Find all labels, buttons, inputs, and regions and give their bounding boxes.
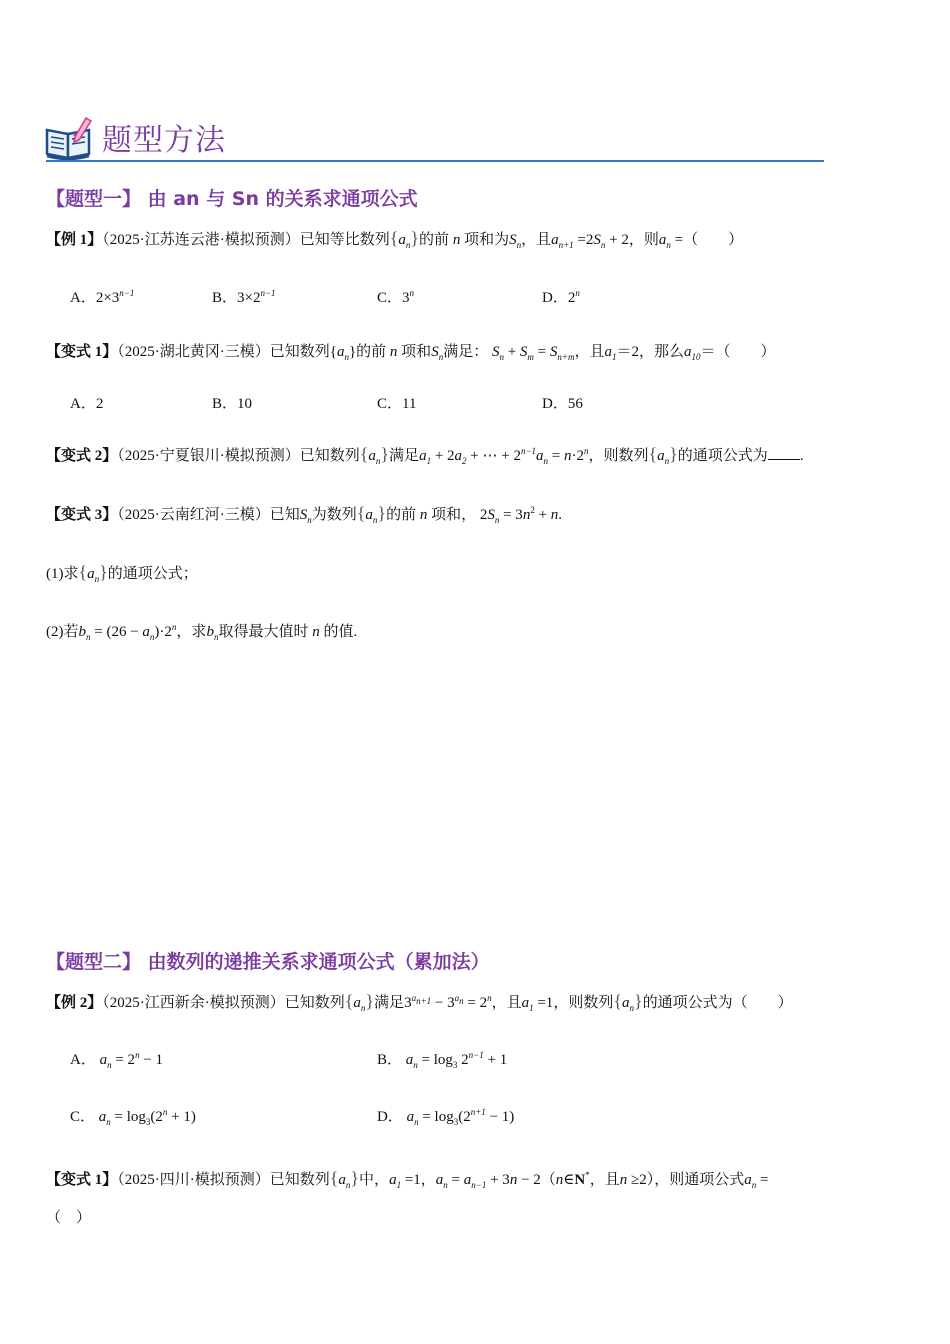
example-2-option-b[interactable]: B． $a_n = \log_3 2^{n-1} + 1$ bbox=[377, 1050, 508, 1070]
variant-1-option-b[interactable]: B．10 bbox=[212, 396, 253, 412]
example-1-option-c[interactable]: C．3$^n$ bbox=[377, 288, 415, 306]
variant-1-option-d[interactable]: D．56 bbox=[542, 396, 583, 412]
example-2-option-d[interactable]: D． $a_n = \log_3(2^{n+1} - 1)$ bbox=[377, 1107, 515, 1127]
example-2-question: 【例 2】（2025·江西新余·模拟预测）已知数列$\{a_n\}$满足$3^{a_{n+1}} - 3^{a_n} = 2^n$，且$a_1 =1$，则数列$\{a_n\}$的通项公式为（ ） bbox=[46, 991, 793, 1013]
example-1-option-d[interactable]: D．2$^n$ bbox=[542, 288, 580, 306]
open-book-icon bbox=[44, 116, 96, 162]
example-1-question: 【例 1】（2025·江苏连云港·模拟预测）已知等比数列$\{a_n\}$的前 n 项和为$S_n$，且$a_{n+1} =2S_n + 2$，则$a_n$ =（ ） bbox=[46, 228, 744, 250]
variant-3-part-2: (2)若$b_n = (26 - a_n)\cdot 2^n$，求$b_n$取得最大值时 n 的值. bbox=[46, 622, 358, 642]
variant-1-option-a[interactable]: A．2 bbox=[70, 396, 104, 412]
section-2-variant-1-question: 【变式 1】（2025·四川·模拟预测）已知数列$\{a_n\}$中，$a_1 =1$，$a_n = a_{n-1} + 3n$ − 2（n∈N*，且n ≥2），则通项公式$a_n$ = bbox=[46, 1168, 769, 1190]
variant-3-question: 【变式 3】（2025·云南红河·三模）已知$S_n$为数列$\{a_n\}$的前 n 项和， $2S_n = 3n^2 + n$. bbox=[46, 503, 563, 525]
answer-blank[interactable] bbox=[768, 445, 800, 460]
section-2-title: 【题型二】 由数列的递推关系求通项公式（累加法） bbox=[46, 951, 490, 973]
variant-2-question: 【变式 2】（2025·宁夏银川·模拟预测）已知数列$\{a_n\}$满足$a_1 + 2a_2$ + ⋯ + $2^{n-1}a_n = n\cdot 2^n$，则数列$\{a_n\}$的通项公式为 . bbox=[46, 444, 804, 466]
variant-3-part-1: (1)求$\{a_n\}$的通项公式； bbox=[46, 562, 198, 584]
section-1-title: 【题型一】 由 an 与 Sn 的关系求通项公式 bbox=[46, 188, 418, 210]
header-divider bbox=[46, 160, 824, 162]
example-1-option-b[interactable]: B．$3\times 2^{n-1}$ bbox=[212, 288, 276, 306]
example-2-option-a[interactable]: A． $a_n = 2^n - 1$ bbox=[70, 1050, 164, 1070]
section-2-variant-1-answer-paren: （ ） bbox=[46, 1210, 92, 1226]
page-title: 题型方法 bbox=[102, 123, 226, 158]
example-1-option-a[interactable]: A．$2\times 3^{n-1}$ bbox=[70, 288, 135, 306]
variant-1-option-c[interactable]: C．11 bbox=[377, 396, 417, 412]
variant-1-question: 【变式 1】（2025·湖北黄冈·三模）已知数列$\{a_n\}$的前 n 项和$S_n$满足： $S_n + S_m = S_{n+m}$，且$a_1=2$，那么$a_{10}=$（ ） bbox=[46, 344, 776, 362]
example-2-option-c[interactable]: C． $a_n = \log_3(2^n + 1)$ bbox=[70, 1107, 196, 1127]
